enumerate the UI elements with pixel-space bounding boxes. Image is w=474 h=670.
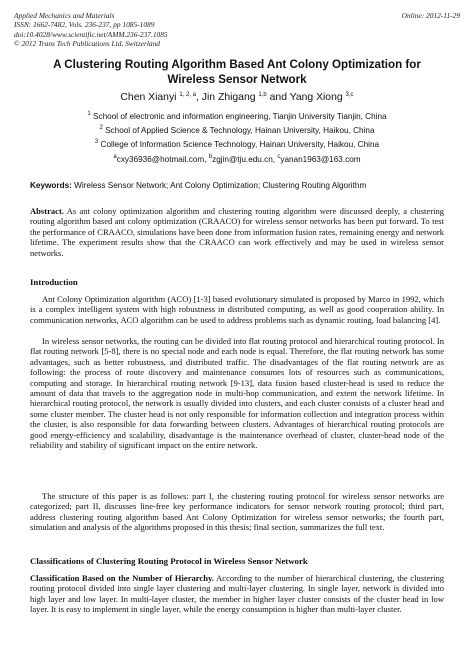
affiliation-2-text: School of Applied Science & Technology, Hainan University, Haikou, China: [105, 126, 375, 135]
affiliation-2: [0, 125, 474, 135]
abstract-text: As ant colony optimization algorithm and clustering routing algorithm were discussed deeply, a clustering routing algorithm based ant colony optimization (CRAACO) for wireless sensor networks has been put forward. To test the performance of CRAACO, simulations have been done from information fusion rates, remaining energy and network lifetime. The experiment results show that the CRAACO can work effectively and may be used in wireless sensor networks.: [30, 206, 444, 258]
keywords-text: Wireless Sensor Network; Ant Colony Optimization; Clustering Routing Algorithm: [71, 181, 367, 190]
classifications-heading: Classifications of Clustering Routing Protocol in Wireless Sensor Network: [30, 556, 308, 566]
abstract-label: Abstract.: [30, 206, 64, 216]
online-date: Online: 2012-11-29: [401, 11, 460, 20]
affiliation-1: [0, 111, 474, 121]
author-2-sup: 1,b: [258, 92, 267, 98]
intro-paragraph-3: The structure of this paper is as follows: part I, the clustering routing protocol for wireless sensor networks are categorized; part II, discusses line-free key performance indicators for sensor network routing protocol; third part, address clustering routing algorithm based Ant Colony Optimization for wireless sensor networks; the fourth part, simulation and analysis of the algorithms proposed in this thesis; final section, summarizes the full text.: [30, 491, 444, 533]
affiliation-1-sup: 1: [87, 111, 91, 117]
journal-header: [14, 11, 274, 48]
email-b-sup: b: [208, 154, 213, 160]
author-1-sup: 1, 2, a: [179, 92, 197, 98]
email-a-sup: a: [113, 154, 117, 160]
affiliation-3-text: College of Information Science Technology, Hainan University, Haikou, China: [100, 140, 380, 149]
title-line-2: Wireless Sensor Network: [167, 72, 307, 86]
author-3: and Yang Xiong: [269, 92, 343, 103]
paper-title: [20, 58, 454, 87]
affiliation-1-text: School of electronic and information engineering, Tianjin University Tianjin, China: [93, 112, 387, 121]
author-line: [0, 92, 474, 103]
classification-text: According to the number of hierarchical clustering, the clustering routing protocol divided into single layer clustering and multi-layer clustering. In single layer, network is divided into high layer and low layer. In multi-layer cluster, the member in higher layer cluster consists of the cluster head in low layer. It is easy to implement in single layer, while the energy consumption is higher than multi-layer cluster.: [30, 573, 445, 615]
keywords-label: Keywords:: [30, 181, 72, 190]
email-c: yanan1963@163.com: [280, 155, 361, 164]
email-a: cxy36936@hotmail.com,: [116, 155, 209, 164]
author-1: Chen Xianyi: [120, 92, 177, 103]
affiliation-3: [0, 139, 474, 149]
title-line-1: A Clustering Routing Algorithm Based Ant Colony Optimization for: [53, 58, 421, 71]
classification-lead: Classification Based on the Number of Hierarchy.: [30, 573, 214, 583]
author-2: , Jin Zhigang: [196, 92, 256, 103]
copyright-line: © 2012 Trans Tech Publications Ltd, Switzerland: [14, 38, 160, 48]
introduction-heading: Introduction: [30, 277, 78, 287]
intro-paragraph-2: In wireless sensor networks, the routing can be divided into flat routing protocol and hierarchical routing protocol. In flat routing network [5-8], there is no special node and each node is equal. Therefore, the flat routing network has some advantages, such as better robustness, and distributed traffic. The disadvantages of the flat routing network are as following: the process of route discovery and maintenance consumes lots of resources such as communications, computing and storage. In hierarchical routing network [9-13], data fusion based cluster-head is used to reduce the amount of data that travels to the aggregation node in multi-hop communication, and extent the network lifetime. In hierarchical routing protocol, the network is usually divided into clusters, and each cluster consists of a cluster head and some cluster member. The cluster head is not only responsible for information collection and integration process within the cluster, is also responsible for data forwarding between clusters. Advantages of hierarchical routing protocols are good energy-efficiency and scalability, disadvantage is the maintenance overhead of cluster, cluster-head node of the reliability and stability of significant impact on the entire network.: [30, 336, 444, 451]
classification-paragraph-1: [30, 573, 444, 615]
affiliation-3-sup: 3: [94, 139, 99, 145]
affiliation-2-sup: 2: [99, 125, 103, 131]
author-3-sup: 3,c: [345, 92, 354, 98]
doi-line: doi:10.4028/www.scientific.net/AMM.236-237.1085: [14, 29, 168, 39]
intro-paragraph-1: Ant Colony Optimization algorithm (ACO) [1-3] based evolutionary simulated is proposed by Marco in 1992, which is a complex intelligent system with high robustness in distributed computing, as well as good cooperation ability. In communication networks, ACO algorithm can be used to address problems such as dynamic routing, load balancing [4].: [30, 294, 444, 325]
email-b: zgjin@tju.edu.cn,: [212, 155, 278, 164]
email-line: [0, 154, 474, 164]
journal-name: Applied Mechanics and Materials: [14, 11, 115, 20]
keywords-line: [30, 181, 444, 190]
email-c-sup: c: [277, 154, 281, 160]
abstract-paragraph: [30, 206, 444, 258]
issn-line: ISSN: 1662-7482, Vols. 236-237, pp 1085-1089: [14, 20, 155, 30]
